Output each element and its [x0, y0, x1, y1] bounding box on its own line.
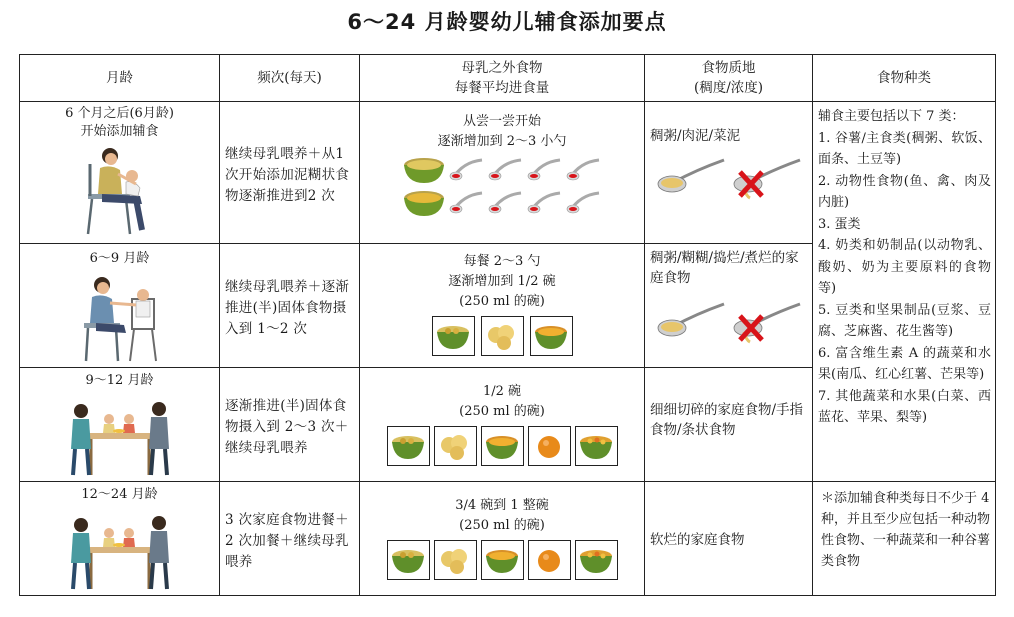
age-label: 12～24 月龄	[81, 487, 158, 502]
texture-spoons	[650, 156, 808, 200]
header-frequency: 频次(每天)	[220, 55, 360, 102]
type-item-1: 1. 谷薯/主食类(稠粥、软饭、面条、土豆等)	[818, 130, 991, 167]
header-texture-l1: 食物质地	[701, 60, 756, 76]
texture-text: 软烂的家庭食物	[650, 532, 745, 548]
frequency-cell: 继续母乳喂养＋逐渐推进(半)固体食物摄入到 1～2 次	[220, 244, 360, 368]
spoon-icon	[527, 156, 563, 184]
texture-cell	[645, 102, 813, 244]
texture-cell	[645, 244, 813, 368]
age-sublabel: 开始添加辅食	[80, 124, 159, 139]
amount-cell	[360, 102, 645, 244]
spoon-row	[360, 188, 644, 218]
bowl-row	[360, 316, 644, 356]
bowl-row	[360, 426, 644, 466]
spoon-icon	[732, 300, 802, 344]
food-bowl-icon	[481, 540, 524, 580]
caregiver-feeding-icon	[67, 393, 173, 477]
type-item-7: 7. 其他蔬菜和水果(白菜、西蓝花、苹果、梨等)	[818, 388, 991, 425]
spoon-icon	[449, 189, 485, 217]
header-amount-l1: 母乳之外食物	[461, 60, 543, 76]
amount-line: 每餐 2～3 勺	[463, 254, 541, 269]
frequency-cell: 继续母乳喂养＋从1 次开始添加泥糊状食物逐渐推进到2 次	[220, 102, 360, 244]
spoon-icon	[656, 300, 726, 340]
age-label: 9～12 月龄	[85, 373, 154, 388]
header-amount-l2: 每餐平均进食量	[454, 80, 550, 96]
amount-line: 1/2 碗	[482, 384, 522, 399]
bowl-row	[360, 540, 644, 580]
header-amount	[360, 55, 645, 102]
spoon-row	[360, 155, 644, 185]
type-item-3: 3. 蛋类	[818, 216, 861, 232]
food-bowl-icon	[434, 426, 477, 466]
amount-line: 3/4 碗到 1 整碗	[455, 498, 549, 513]
texture-text: 稠粥/糊糊/捣烂/煮烂的家庭食物	[650, 250, 799, 286]
page-title: 6～24 月龄婴幼儿辅食添加要点	[347, 10, 667, 34]
feeding-table	[19, 54, 996, 596]
age-cell	[20, 102, 220, 244]
age-label: 6～9 月龄	[89, 251, 150, 266]
food-bowl-icon	[575, 540, 618, 580]
header-age: 月龄	[20, 55, 220, 102]
header-types: 食物种类	[813, 55, 996, 102]
food-bowl-icon	[387, 426, 430, 466]
types-cell	[813, 102, 996, 482]
amount-cell	[360, 244, 645, 368]
food-bowl-icon	[434, 540, 477, 580]
food-bowl-icon	[481, 316, 524, 356]
amount-line: 逐渐增加到 2～3 小勺	[437, 134, 567, 149]
food-bowl-icon	[530, 316, 573, 356]
texture-text: 稠粥/肉泥/菜泥	[650, 128, 741, 144]
table-row	[20, 102, 996, 244]
frequency-cell: 3 次家庭食物进餐＋2 次加餐＋继续母乳喂养	[220, 482, 360, 596]
types-note: ＊添加辅食种类每日不少于 4 种，并且至少应包括一种动物性食物、一种蔬菜和一种谷薯类食物	[821, 491, 991, 569]
header-texture	[645, 55, 813, 102]
amount-cell	[360, 482, 645, 596]
age-label: 6 个月之后(6月龄)	[65, 106, 174, 121]
spoon-icon	[732, 156, 802, 200]
spoon-icon	[566, 156, 602, 184]
caregiver-feeding-icon	[67, 507, 173, 591]
type-item-6: 6. 富含维生素 A 的蔬菜和水果(南瓜、红心红薯、芒果等)	[818, 345, 991, 382]
food-bowl-icon	[481, 426, 524, 466]
texture-cell	[645, 482, 813, 596]
amount-line: 从尝一尝开始	[462, 114, 541, 129]
header-row	[20, 55, 996, 102]
amount-line: (250 ml 的碗)	[459, 518, 545, 533]
amount-cell	[360, 368, 645, 482]
frequency-cell: 逐渐推进(半)固体食物摄入到 2～3 次＋继续母乳喂养	[220, 368, 360, 482]
spoon-icon	[488, 189, 524, 217]
age-cell	[20, 482, 220, 596]
spoon-icon	[449, 156, 485, 184]
amount-line: (250 ml 的碗)	[459, 294, 545, 309]
type-item-5: 5. 豆类和坚果制品(豆浆、豆腐、芝麻酱、花生酱等)	[818, 302, 991, 339]
age-cell	[20, 368, 220, 482]
texture-cell	[645, 368, 813, 482]
food-bowl-icon	[528, 540, 571, 580]
food-bowl-icon	[402, 188, 446, 218]
types-intro: 辅食主要包括以下 7 类：	[818, 109, 965, 124]
texture-text: 细细切碎的家庭食物/手指食物/条状食物	[650, 402, 804, 438]
texture-spoons	[650, 300, 808, 344]
food-bowl-icon	[387, 540, 430, 580]
food-bowl-icon	[528, 426, 571, 466]
header-texture-l2: (稠度/浓度)	[693, 80, 764, 96]
spoon-icon	[656, 156, 726, 196]
amount-line: 逐渐增加到 1/2 碗	[448, 274, 556, 289]
table-row	[20, 482, 996, 596]
caregiver-feeding-icon	[78, 271, 162, 363]
spoon-icon	[527, 189, 563, 217]
type-item-4: 4. 奶类和奶制品(以动物乳、酸奶、奶为主要原料的食物等)	[818, 238, 991, 296]
age-cell	[20, 244, 220, 368]
food-bowl-icon	[402, 155, 446, 185]
caregiver-feeding-icon	[80, 144, 160, 236]
spoon-icon	[566, 189, 602, 217]
food-bowl-icon	[432, 316, 475, 356]
amount-line: (250 ml 的碗)	[459, 404, 545, 419]
spoon-icon	[488, 156, 524, 184]
type-item-2: 2. 动物性食物(鱼、禽、肉及内脏)	[818, 173, 991, 210]
types-note-cell	[813, 482, 996, 596]
food-bowl-icon	[575, 426, 618, 466]
